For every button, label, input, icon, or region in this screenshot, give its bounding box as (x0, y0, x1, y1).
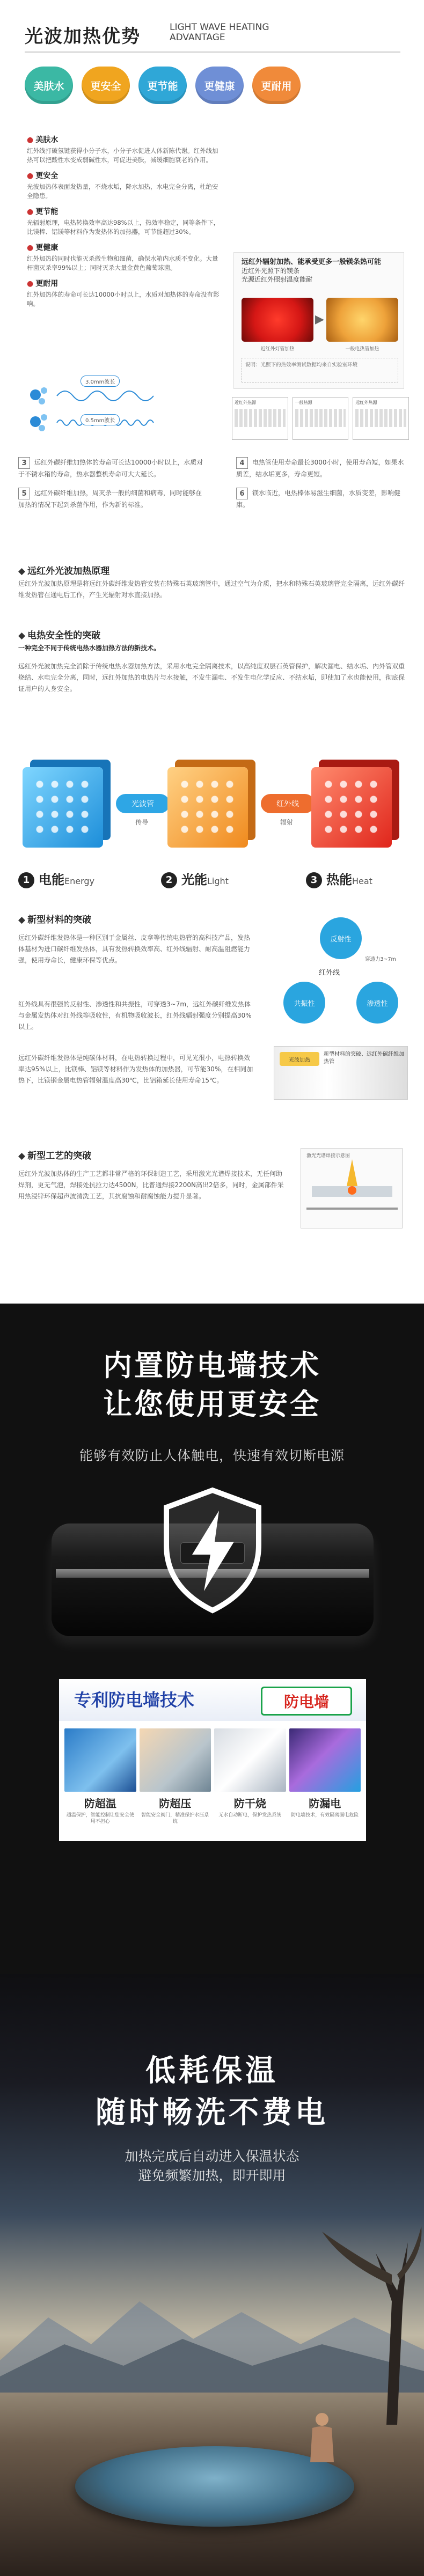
diamond-icon: ◆ (18, 630, 26, 641)
badge-healthier: 更健康 (195, 67, 244, 104)
low-energy-subtitle: 加热完成后自动进入保温状态 避免频繁加热，即开即用 (125, 2148, 299, 2183)
divider (25, 51, 400, 53)
red-heater-photo (242, 298, 313, 342)
bullet-icon: ● (27, 208, 34, 216)
spectrum-bars (295, 409, 346, 427)
wavelength-label-short: 0.5mm波长 (81, 414, 120, 425)
molecule-icon (30, 387, 47, 431)
feature-text: 红外加热的同时也能灭杀微生物和细菌，确保水箱内水质不变化。大量杆菌灭杀率99%以上；同时灭杀大量金黄色葡萄球菌。 (27, 255, 218, 271)
material-text-1: 远红外碳纤维发热体是一种区别于金属丝、皮拿等传统电热管的高科技产品，发热体基材为进口碳纤维发热体，具有发热转换效率高、红外线辐射、耐高温阻燃能力强，使用寿命长，健康环保等优点。 (18, 934, 251, 964)
anti-shock-title: 内置防电墙技术 让您使用更安全 (103, 1349, 321, 1421)
bullet-icon: ● (27, 172, 34, 180)
patent-header (59, 1679, 366, 1721)
water-heater-image (52, 1486, 374, 1674)
principle-text: 远红外光波加热原理是将远红外碳纤维发热管安装在特殊石英玻璃管中，通过空气为介质，把水和特殊石英玻璃管完全隔离，远红外碳纤维发热管在通电后工作，产生光辐射对水直接加热。 (18, 580, 405, 599)
material-text-2: 红外线具有很强的反射性、渗透性和共振性，可穿透3~7m，远红外碳纤维发热体与金属发热体对红外线等吸收性，有机物吸收波长，红外线辐射强度分别提高30%以上。 (18, 1000, 252, 1031)
bullet-icon: ● (27, 279, 34, 288)
comparison-image (233, 252, 404, 389)
feature-title: ● 美肤水 (27, 136, 59, 144)
feature-desc: 超温保护，智能控制让您安全使用不担心 (66, 1813, 134, 1824)
arrow-sub-label: 传导 (135, 819, 149, 826)
process-text: 远红外光波加热体的生产工艺都非常严格的环保制造工艺，采用激光光谱焊接技术，无任何助焊剂，更无气泡，焊接处抗拉力达4500N，比普通焊接2200N高出2倍多，同时，金属部件采用热浸锌环保超声波清洗工艺，其抗腐蚀和耐腐蚀能力提升显著。 (18, 1170, 284, 1200)
resonance-circle: 共振性 (283, 982, 325, 1024)
leakage-image (289, 1728, 361, 1792)
infrared-center-label: 红外线 (319, 969, 340, 977)
spectrum-bars (235, 409, 286, 427)
feature-desc: 智能安全阀门，精准保护水压系统 (141, 1813, 209, 1824)
welding-caption: 激光光谱焊接示意图 (306, 1153, 350, 1159)
penetration-circle: 渗透性 (356, 982, 398, 1024)
feature-text: 红外线打破氢键获得小分子水，小分子水促进人体新陈代谢。红外线加热可以把酸性水变成弱碱性水，可促进美肤，减缓细胞衰老的作用。 (27, 147, 218, 164)
feature-leakage (289, 1728, 361, 1836)
spectrum-bars (355, 409, 406, 427)
feature-desc: 防电墙技术，有效隔离漏电危险 (291, 1813, 359, 1818)
feature-label: 防超温 (84, 1797, 116, 1810)
feature-text: 红外加热体的寿命可长达10000小时以上，水质对加热体的寿命没有影响。 (27, 291, 220, 307)
arrow-light-tube: 光波管 (116, 794, 170, 813)
material-heading: ◆ 新型材料的突破 (18, 915, 92, 925)
comparison-caption: 远红外辐射加热、能承受更多一般镁条热可能 近红外光照下的镁条 光源近红外照射温度能耐 (242, 258, 382, 283)
energy-cube (23, 767, 103, 848)
feature-item (27, 170, 220, 201)
light-cube (167, 767, 248, 848)
comparison-left: 3 远红外碳纤维加热体的寿命可长达10000小时以上，水质对于不锈水箱的寿命，热水器整机寿命可大大延长。 5 远红外碳纤维加热，周灭杀一般的细菌和病毒，同时能够在加热的情况下起到杀菌作用，作为新的标准。 (18, 457, 206, 511)
material-text-3: 远红外碳纤维发热体是纯碳体材料，在电热转换过程中，可见光很小，电热转换效率达95%以上，比镁棒、铝镁等材料作为发热体的加热器，可节能30%，在相同加热下，比镁钢金属电热管辐射温度高30℃，比铝箱延长使用寿命15℃。 (18, 1054, 253, 1084)
feature-item (27, 134, 220, 165)
welding-diagram (301, 1148, 403, 1228)
heat-source-card: 一般热源 (293, 397, 349, 440)
right-photo-label: 一般电热管加热 (345, 347, 379, 352)
energy-conversion-diagram (11, 751, 419, 874)
feature-label: 防超压 (159, 1797, 192, 1810)
heat-label: 3 热能Heat (306, 869, 372, 888)
safety-bold-line: 一种完全不同于传统电热水器加热方法的新技术。 (18, 644, 160, 652)
heat-source-cards (232, 397, 409, 440)
diamond-icon: ◆ (18, 566, 26, 577)
feature-text: 光波加热体表面发热量，不烧水垢，降水加热，水电完全分离，杜绝安全隐患。 (27, 183, 218, 200)
tube-description: 新型材料的突破、远红外碳纤维加热管 (324, 1051, 404, 1065)
safety-text: 远红外光波加热完全消除于传统电热水器加热方法，采用水电完全隔离技术，以高纯度双层石英管保护，解决漏电、结水垢、内外管双重烧结、水电完全分离，同时，远红外加热的电热片与水接触，不发生漏电、不发生电化学反应、不结水垢，即使加了水也能使用，彻底保证用户的人身安全。 (18, 663, 405, 693)
patent-card (59, 1679, 366, 1841)
protection-features (64, 1728, 361, 1836)
arrow-icon: ▶ (315, 313, 324, 326)
feature-dry-burn (214, 1728, 286, 1836)
low-energy-section (0, 1974, 424, 2576)
feature-list (27, 134, 220, 314)
english-subtitle-line2: ADVANTAGE (170, 32, 225, 43)
energy-label: 1 电能Energy (18, 869, 94, 888)
section-header (25, 17, 400, 55)
bullet-icon: ● (27, 244, 34, 252)
person-silhouette (301, 2409, 343, 2473)
over-temp-image (64, 1728, 136, 1792)
number-badge: 6 (236, 488, 248, 499)
energy-labels (11, 869, 419, 890)
lightning-shield-icon (159, 1486, 266, 1615)
wavelength-label-long: 3.0mm波长 (81, 376, 120, 387)
feature-label: 防干烧 (233, 1797, 266, 1810)
tube-badge: 光波加热 (280, 1052, 319, 1066)
feature-over-temp (64, 1728, 136, 1836)
safety-heading: ◆ 电热安全性的突破 (18, 630, 101, 641)
comparison-note: 说明：光照下的热效率测试数据均来自实验室环境 (242, 358, 398, 382)
feature-text: 光辐射原理，电热转换效率高达98%以上，热效率稳定，同等条件下，比镁棒、铝镁等材料作为发热体的加热器，可节能超过30%。 (27, 219, 220, 235)
feature-over-pressure (140, 1728, 211, 1836)
english-subtitle (170, 23, 269, 43)
low-energy-title: 低耗保温 随时畅洗不费电 (96, 2054, 328, 2130)
patent-badge: 防电墙 (261, 1687, 352, 1716)
advantage-badges (25, 67, 347, 104)
feature-label: 防漏电 (309, 1797, 341, 1810)
diamond-icon: ◆ (18, 1151, 26, 1161)
heat-source-card: 远红外热源 (353, 397, 409, 440)
heat-cube (311, 767, 392, 848)
feature-item (27, 206, 220, 237)
number-badge: 4 (236, 457, 248, 469)
number-badge: 3 (18, 457, 30, 469)
carbon-fiber-tube-image (274, 1046, 408, 1100)
english-subtitle-line1: LIGHT WAVE HEATING (170, 22, 269, 33)
left-photo-label: 近红外灯管加热 (260, 347, 295, 352)
tree-silhouette (311, 2221, 424, 2425)
arrow-sub-label: 辐射 (280, 819, 294, 826)
principle-heading: ◆ 远红外光波加热原理 (18, 566, 110, 577)
penetration-note: 穿透力3~7m (365, 956, 396, 962)
feature-item (27, 242, 220, 273)
feature-item (27, 278, 220, 308)
feature-desc: 无水自动断电，保护发热系统 (218, 1813, 282, 1818)
arrow-infrared: 红外线 (261, 794, 315, 813)
dry-burn-image (214, 1728, 286, 1792)
process-heading: ◆ 新型工艺的突破 (18, 1151, 92, 1161)
feature-title: ● 更耐用 (27, 279, 59, 288)
page-title: 光波加热优势 (25, 26, 141, 47)
badge-energy-saving: 更节能 (138, 67, 187, 104)
light-label: 2 光能Light (161, 869, 229, 888)
badge-durable: 更耐用 (252, 67, 301, 104)
comparison-right: 4 电热管使用寿命最长3000小时，使用寿命短，如果水质差，结水垢更多，寿命更短。 6 镁水临近，电热棒体易滋生细菌，水质变差，影响健康。 (236, 457, 408, 511)
bullet-icon: ● (27, 136, 34, 144)
anti-shock-section (0, 1304, 424, 1974)
patent-title: 专利防电墙技术 (74, 1690, 195, 1710)
badge-beauty-water: 美肤水 (25, 67, 73, 104)
heat-source-card: 近红外热源 (232, 397, 288, 440)
infrared-properties-diagram (274, 917, 408, 1046)
weld-illustration (301, 1149, 403, 1229)
feature-title: ● 更健康 (27, 244, 59, 252)
number-badge: 5 (18, 488, 30, 499)
reflectivity-circle: 反射性 (320, 917, 362, 959)
diamond-icon: ◆ (18, 915, 26, 925)
anti-shock-subtitle: 能够有效防止人体触电，快速有效切断电源 (79, 1448, 345, 1463)
feature-title: ● 更安全 (27, 172, 59, 180)
badge-safer: 更安全 (82, 67, 130, 104)
feature-title: ● 更节能 (27, 208, 59, 216)
over-pressure-image (140, 1728, 211, 1792)
yellow-heater-photo (326, 298, 398, 342)
